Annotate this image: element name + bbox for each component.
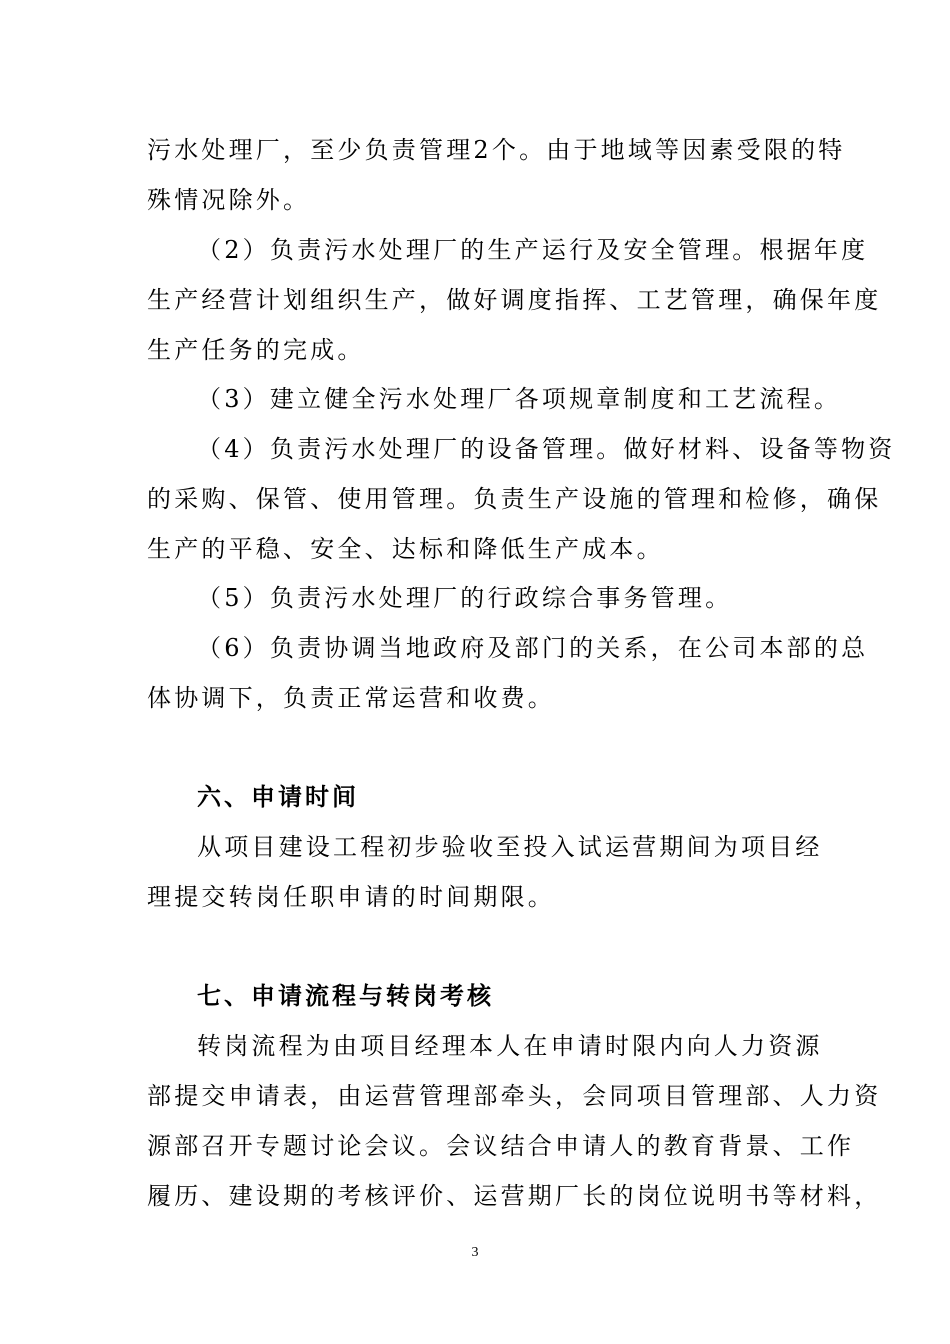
page-number: 3: [471, 1245, 479, 1260]
section-heading: 七、申请流程与转岗考核: [197, 982, 494, 1010]
body-line: 部提交申请表，由运营管理部牵头，会同项目管理部、人力资: [147, 1082, 882, 1110]
body-line: 体协调下，负责正常运营和收费。: [147, 684, 555, 712]
body-line: 生产的平稳、安全、达标和降低生产成本。: [147, 535, 664, 563]
section-heading: 六、申请时间: [197, 783, 359, 811]
body-line: 理提交转岗任职申请的时间期限。: [147, 883, 555, 911]
body-line: 从项目建设工程初步验收至投入试运营期间为项目经: [197, 833, 823, 861]
body-line: 生产经营计划组织生产，做好调度指挥、工艺管理，确保年度: [147, 286, 882, 314]
list-item: （6）负责协调当地政府及部门的关系，在公司本部的总: [197, 634, 869, 662]
body-line: 污水处理厂，至少负责管理2个。由于地域等因素受限的特: [147, 136, 846, 164]
body-line: 转岗流程为由项目经理本人在申请时限内向人力资源: [197, 1032, 823, 1060]
list-item: （2）负责污水处理厂的生产运行及安全管理。根据年度: [197, 236, 869, 264]
body-line: 生产任务的完成。: [147, 336, 365, 364]
list-item: （3）建立健全污水处理厂各项规章制度和工艺流程。: [197, 385, 842, 413]
body-line: 履历、建设期的考核评价、运营期厂长的岗位说明书等材料，: [147, 1182, 882, 1210]
body-line: 源部召开专题讨论会议。会议结合申请人的教育背景、工作: [147, 1132, 855, 1160]
list-item: （4）负责污水处理厂的设备管理。做好材料、设备等物资: [197, 435, 896, 463]
body-line: 的采购、保管、使用管理。负责生产设施的管理和检修，确保: [147, 485, 882, 513]
body-line: 殊情况除外。: [147, 186, 311, 214]
list-item: （5）负责污水处理厂的行政综合事务管理。: [197, 584, 733, 612]
